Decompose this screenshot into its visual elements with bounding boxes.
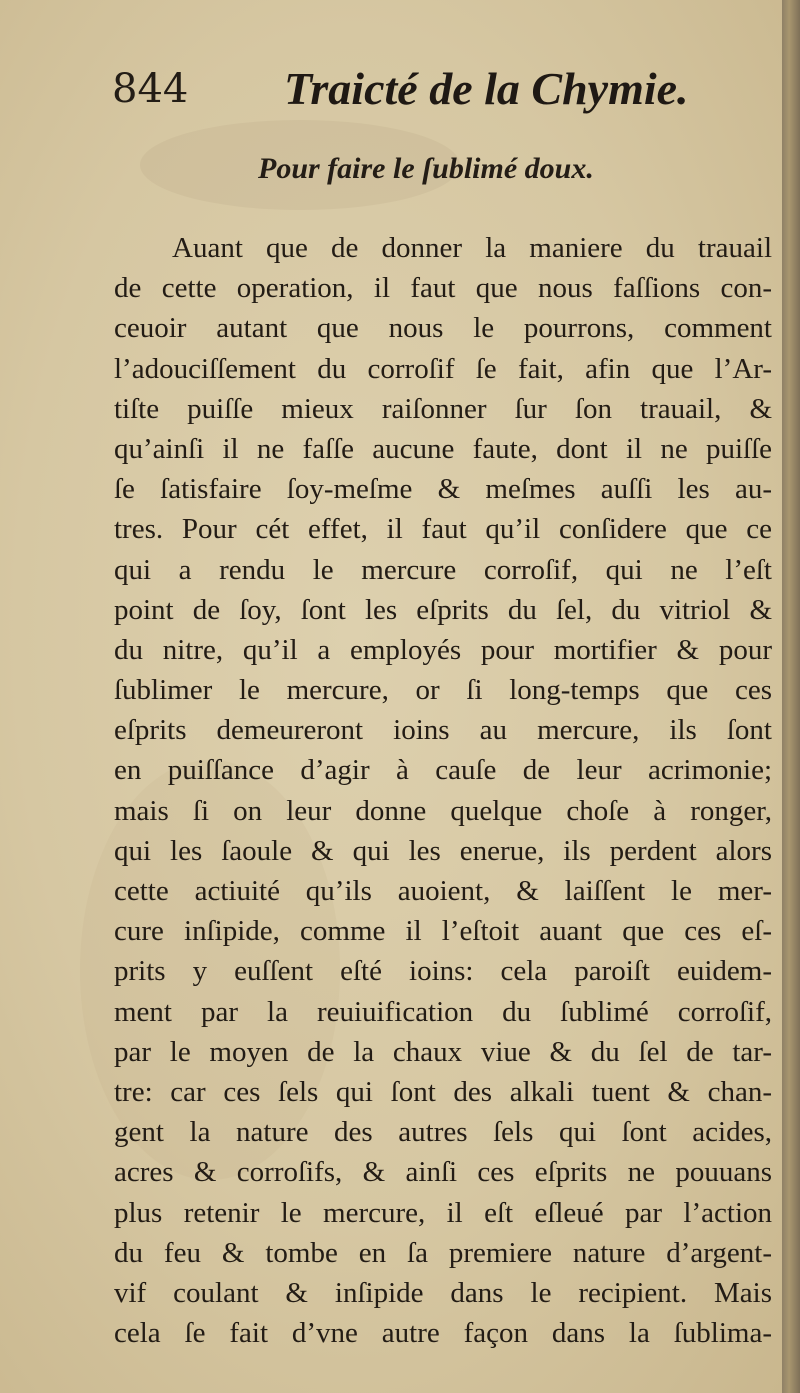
- text-line: tiſte puiſſe mieux raiſonner ſur ſon trauail, &: [114, 392, 772, 425]
- text-line: acres & corroſifs, & ainſi ces eſprits ne pouuans: [114, 1156, 772, 1189]
- text-line: prits y euſſent eſté ioins: cela paroiſt euidem-: [114, 955, 772, 988]
- text-line: du nitre, qu’il a employés pour mortifier & pour: [114, 633, 772, 666]
- text-line: ment par la reuiuification du ſublimé corroſif,: [114, 995, 772, 1028]
- text-line: plus retenir le mercure, il eſt eſleué par l’action: [114, 1196, 772, 1229]
- text-line: qu’ainſi il ne faſſe aucune faute, dont il ne puiſſe: [114, 432, 772, 465]
- text-line: cela ſe fait d’vne autre façon dans la ſublima-: [114, 1317, 772, 1350]
- text-line: cure inſipide, comme il l’eſtoit auant que ces eſ-: [114, 915, 772, 948]
- text-line: tre: car ces ſels qui ſont des alkali tuent & chan-: [114, 1075, 772, 1108]
- text-line: vif coulant & inſipide dans le recipient. Mais: [114, 1276, 772, 1309]
- text-line: ceuoir autant que nous le pourrons, comment: [114, 312, 772, 345]
- page-number: 844: [112, 66, 189, 112]
- body-paragraph: [114, 228, 772, 1353]
- text-line: de cette operation, il faut que nous faſſions con-: [114, 272, 772, 305]
- text-line: Auant que de donner la maniere du trauail: [172, 232, 772, 264]
- text-line: cette actiuité qu’ils auoient, & laiſſent le mer-: [114, 875, 772, 907]
- text-line: qui a rendu le mercure corroſif, qui ne l’eſt: [114, 553, 772, 586]
- text-line: par le moyen de la chaux viue & du ſel de tar-: [114, 1035, 772, 1068]
- text-line: ſublimer le mercure, or ſi long-temps que ces: [114, 674, 772, 707]
- text-line: tres. Pour cét effet, il faut qu’il conſidere que ce: [114, 513, 772, 546]
- book-gutter-edge: [782, 0, 800, 1393]
- text-line: eſprits demeureront ioins au mercure, ils ſont: [114, 714, 772, 747]
- running-title: Traicté de la Chymie.: [284, 63, 689, 114]
- text-line: mais ſi on leur donne quelque choſe à ronger,: [114, 794, 772, 827]
- text-line: en puiſſance d’agir à cauſe de leur acrimonie;: [114, 754, 772, 787]
- text-line: ſe ſatisfaire ſoy-meſme & meſmes auſſi les au-: [114, 473, 772, 506]
- page-header: [112, 58, 689, 122]
- text-line: point de ſoy, ſont les eſprits du ſel, du vitriol &: [114, 593, 772, 626]
- text-line: gent la nature des autres ſels qui ſont acides,: [114, 1116, 772, 1149]
- text-line: l’adouciſſement du corroſif ſe fait, afin que l’Ar-: [114, 352, 772, 385]
- text-line: qui les ſaoule & qui les enerue, ils perdent alors: [114, 834, 772, 867]
- text-line: du feu & tombe en ſa premiere nature d’argent-: [114, 1236, 772, 1269]
- section-title: Pour faire le ſublimé doux.: [258, 152, 594, 185]
